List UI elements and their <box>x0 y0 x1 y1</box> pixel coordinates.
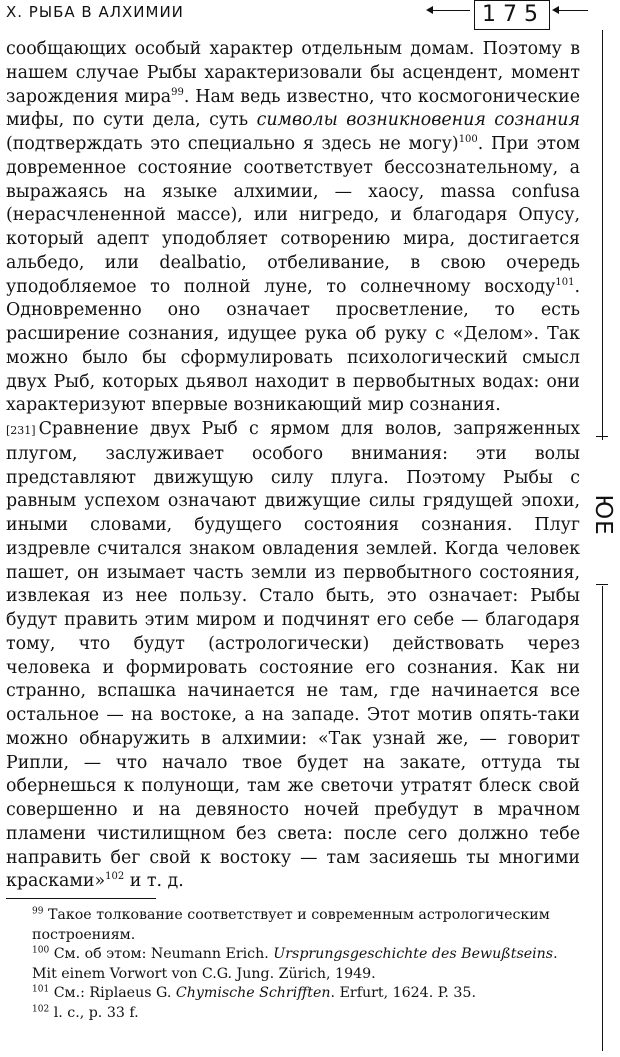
right-arrow-icon <box>554 10 588 11</box>
footnote-number: 100 <box>32 945 50 956</box>
left-arrow-icon <box>428 10 470 11</box>
footnote-ref-99[interactable]: 99 <box>171 86 184 98</box>
text-run: . Одновременно оно означает просветление, то есть расширение сознания, идущее рука об руку с «Делом». Так можно было бы сформулировать психологический смысл двух Рыб, которых дьявол находит в первобытных водах: они характеризуют впервые возникающий мир сознания. <box>6 276 580 416</box>
text-run: . При этом довременное состояние соответствует бессознательному, а выражаясь на языке алхимии, — хаосу, massa confusa (нерасчлененной массе), или нигредо, и благодаря Опусу, который адепт уподобляет сотворению мира, достигается альбедо, или dealbatio, отбеливание, в свою очередь уподобляемое то полной луне, то солнечному восходу <box>6 134 580 297</box>
text-run: (подтверждать это специально я здесь не могу) <box>6 134 459 154</box>
running-head: X. РЫБА В АЛХИМИИ <box>6 3 184 21</box>
footnote-ref-102[interactable]: 102 <box>105 871 125 883</box>
footnote-text: . Mit einem Vorwort von C.G. Jung. Zürich, 1949. <box>32 946 558 982</box>
footnote-title: Chymische Schrifften <box>175 985 331 1001</box>
footnote-101 <box>6 984 580 1004</box>
footnote-text: Такое толкование соответствует и современным астрологическим построениям. <box>32 907 550 943</box>
paragraph-continued <box>6 38 580 418</box>
footnote-separator <box>6 898 156 899</box>
paragraph-231 <box>6 418 580 894</box>
margin-side-label: ЮЕ <box>590 494 616 536</box>
text-run: . Нам ведь известно, что космогонические мифы, по сути дела, суть <box>6 86 580 131</box>
body-text <box>6 38 580 894</box>
footnote-text: . Erfurt, 1624. P. 35. <box>330 985 476 1001</box>
footnote-ref-100[interactable]: 100 <box>458 134 478 146</box>
footnote-102 <box>6 1004 580 1024</box>
margin-bracket-bottom <box>596 584 608 585</box>
footnote-text: См.: Riplaeus G. <box>49 985 176 1001</box>
footnote-text: См. об этом: Neumann Erich. <box>49 946 274 962</box>
page-number: 175 <box>474 0 550 30</box>
footnote-number: 101 <box>32 984 50 995</box>
emphasis-text: символы возникновения сознания <box>256 110 580 131</box>
footnote-99 <box>6 906 580 945</box>
text-run: и т. д. <box>124 871 184 892</box>
footnotes <box>6 906 580 1023</box>
footnote-number: 99 <box>32 906 44 917</box>
margin-rule-top <box>602 30 603 440</box>
text-run: Сравнение двух Рыб с ярмом для волов, запряженных плугом, заслуживает особого внимания: эти волы представляют движущую силу плуга. Поэтому Рыбы с равным успехом означают движущие силы грядущей эпохи, иными словами, будущего состояния сознания. Плуг издревле считался знаком овладения землей. Когда человек пашет, он изымает часть земли из первобытного состояния, извлекая из нее пользу. Стало быть, это означает: Рыбы будут править этим миром и подчинят его себе — благодаря тому, что будут (астрологически) действовать через человека и формировать состояние его сознания. Как ни странно, вспашка начинается не там, где начинается все остальное — на востоке, а на западе. Этот мотив опять-таки можно обнаружить в алхимии: «Так узнай же, — говорит Рипли, — что начало твое будет на закате, оттуда ты обернешься к полунощи, там же светочи утратят блеск свой совершенно и на девяносто ночей пребудут в мрачном пламени чистилищном без света: после сего должно тебе направить бег свой к востоку — там засияешь ты многими красками» <box>6 419 580 892</box>
margin-rule-bottom <box>602 586 603 1051</box>
footnote-ref-101[interactable]: 101 <box>555 276 575 288</box>
footnote-number: 102 <box>32 1003 50 1014</box>
footnote-text: l. c., p. 33 f. <box>49 1004 139 1021</box>
footnote-title: Ursprungsgeschichte des Bewußtseins <box>273 946 554 962</box>
page-header <box>6 0 618 38</box>
text-run: сообщающих особый характер отдельным домам. Поэтому в нашем случае Рыбы характеризовали бы асцендент, момент зарождения мира <box>6 39 580 107</box>
footnote-100 <box>6 945 580 984</box>
paragraph-number: [231] <box>6 424 36 437</box>
margin-bracket-top <box>596 436 608 437</box>
